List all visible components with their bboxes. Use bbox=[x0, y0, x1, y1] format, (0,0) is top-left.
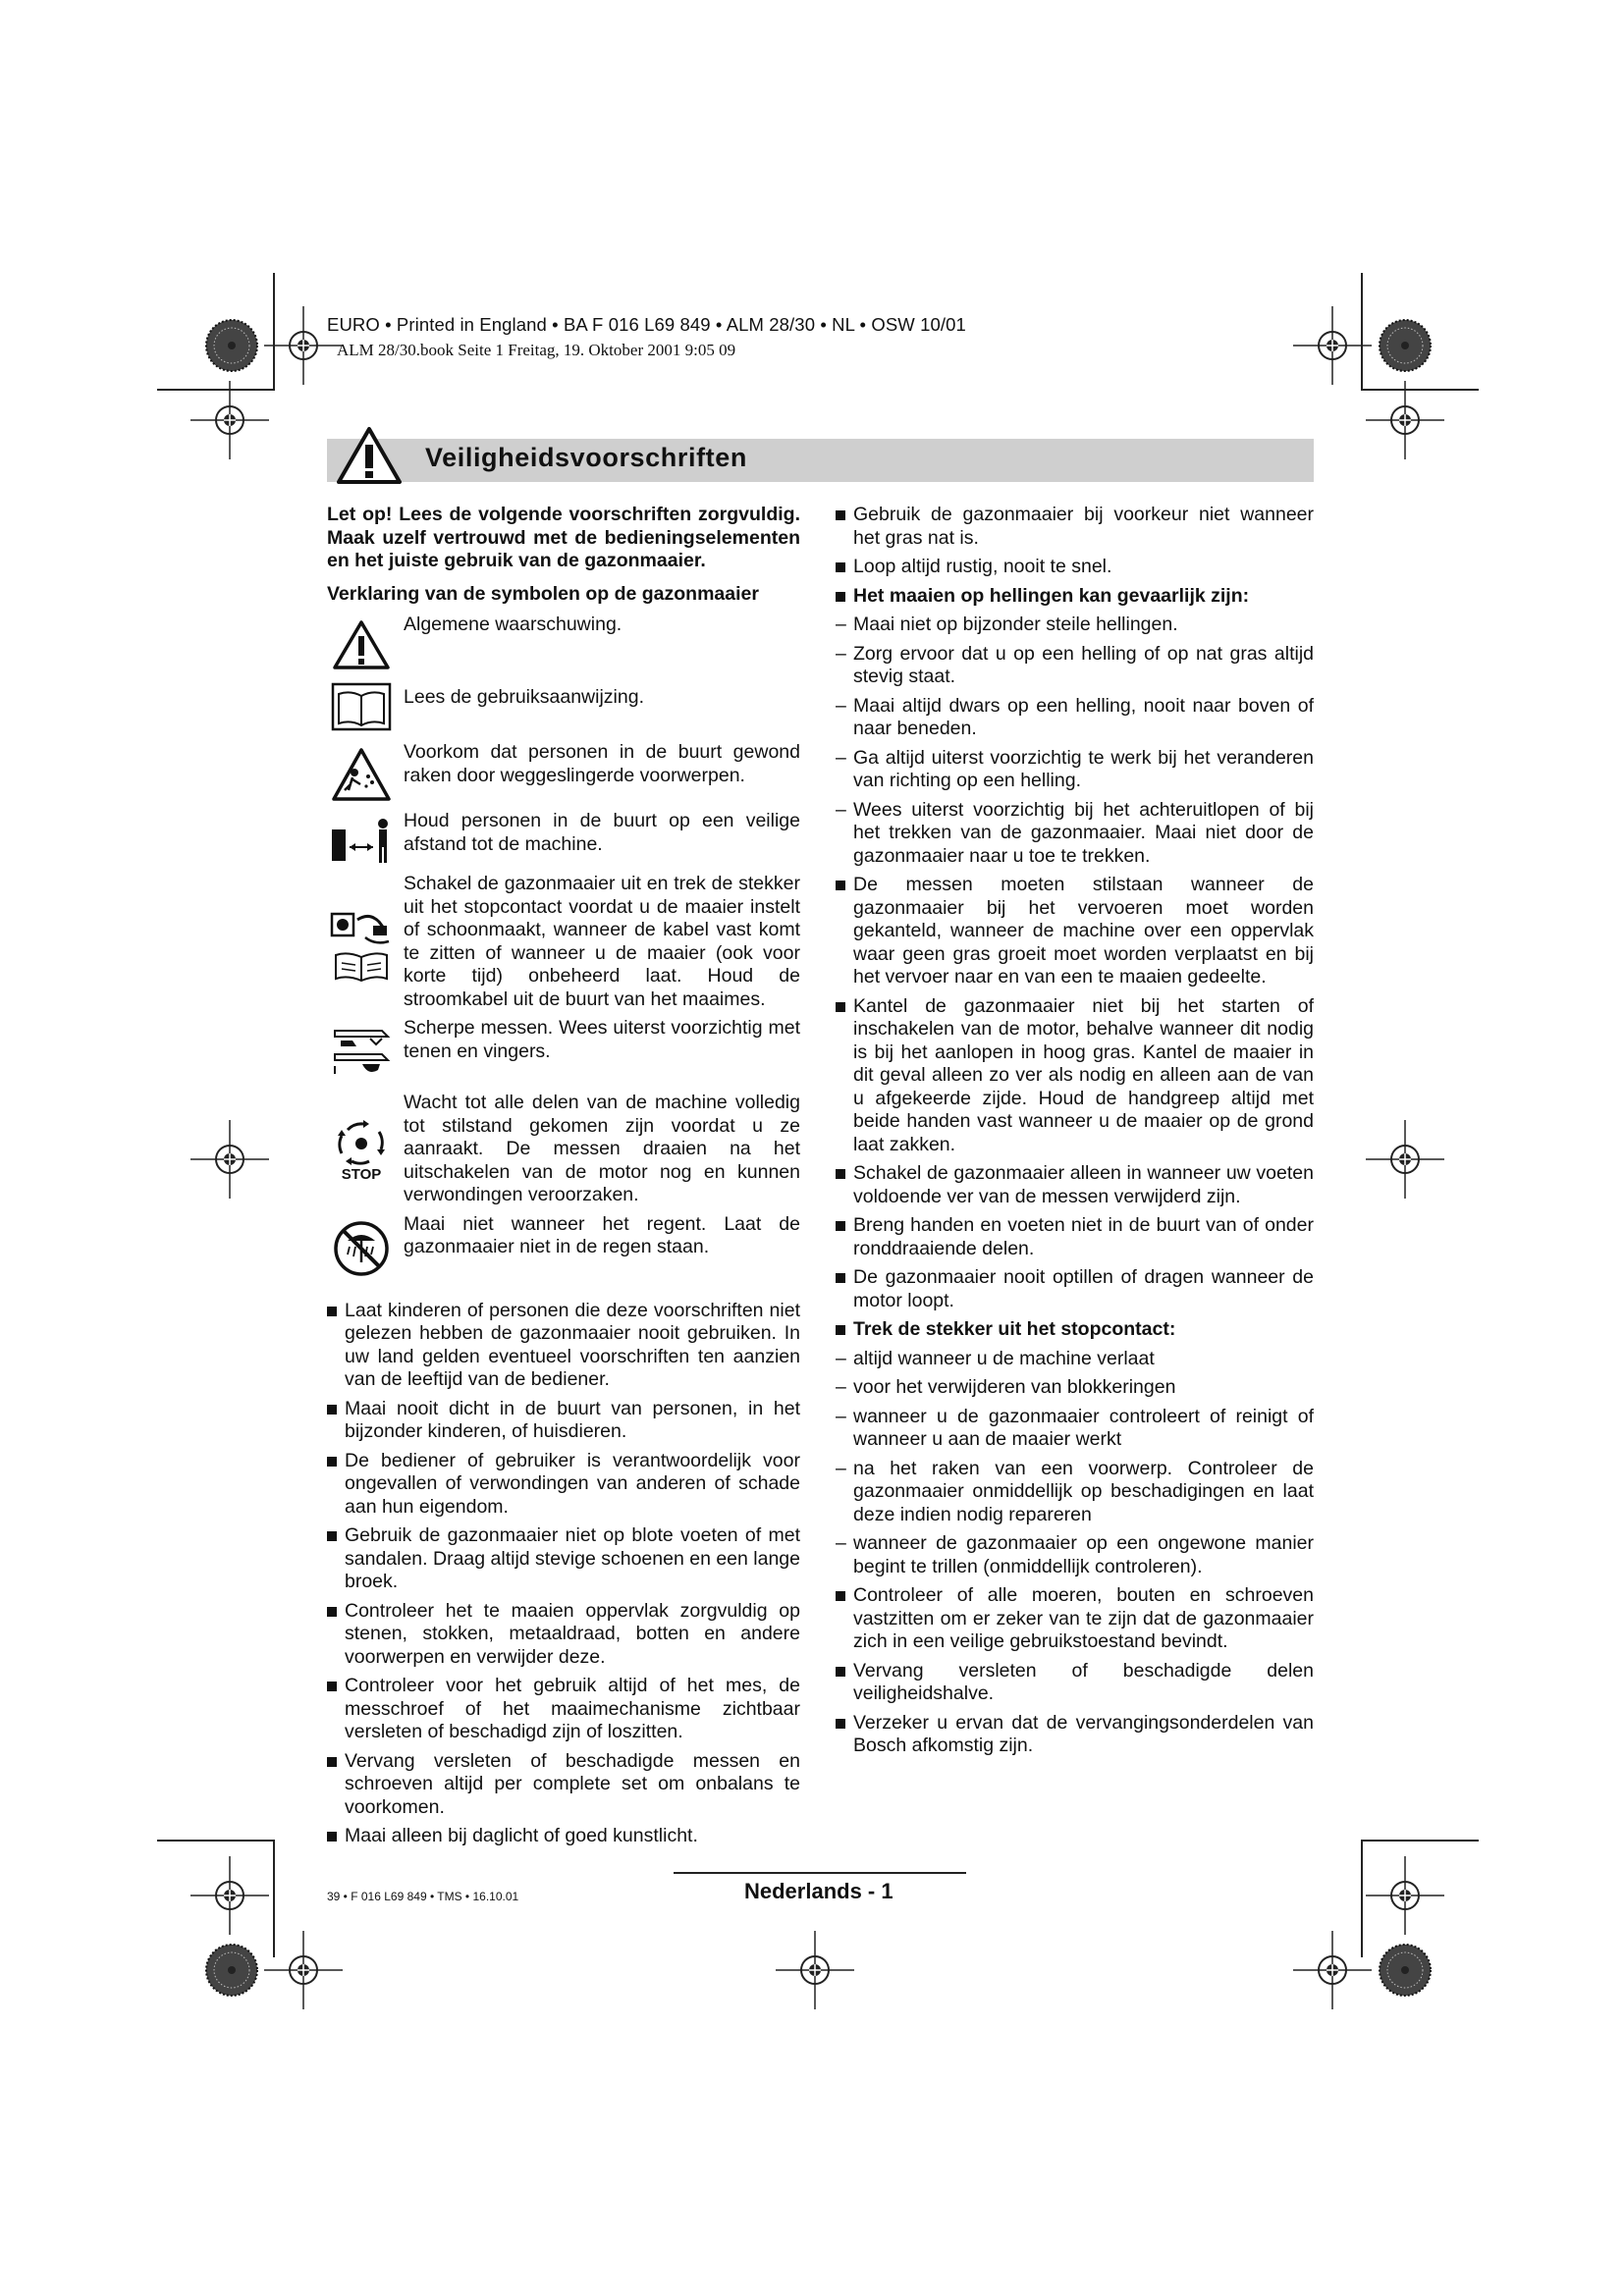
symbols-heading: Verklaring van de symbolen op de gazonmaaier bbox=[327, 582, 759, 605]
safety-bullet: Maai alleen bij daglicht of goed kunstlicht. bbox=[327, 1825, 800, 1848]
left-column bbox=[327, 504, 800, 1854]
symbol-row bbox=[327, 873, 800, 1011]
page-label: Nederlands - 1 bbox=[744, 1879, 893, 1903]
symbol-row bbox=[327, 676, 800, 731]
safe-distance-icon bbox=[330, 816, 393, 865]
dash-item: – na het raken van een voorwerp. Controleer de gazonmaaier onmiddellijk op beschadigingen en laat deze indien nodig repareren bbox=[836, 1457, 1314, 1525]
safety-bullet: Schakel de gazonmaaier alleen in wanneer uw voeten voldoende ver van de messen verwijderd zijn. bbox=[836, 1162, 1314, 1208]
section-title: Veiligheidsvoorschriften bbox=[425, 443, 747, 472]
symbol-text: Lees de gebruiksaanwijzing. bbox=[404, 686, 644, 708]
dash-item: – Zorg ervoor dat u op een helling of op nat gras altijd stevig staat. bbox=[836, 642, 1314, 687]
safety-bullet: Maai nooit dicht in de buurt van personen, in het bijzonder kinderen, of huisdieren. bbox=[327, 1398, 800, 1444]
manual-book-icon bbox=[331, 682, 392, 731]
safety-bullet: De bediener of gebruiker is verantwoordelijk voor ongevallen of verwondingen van anderen of schade aan hun eigendom. bbox=[327, 1450, 800, 1520]
safety-bullet: Gebruik de gazonmaaier niet op blote voeten of met sandalen. Draag altijd stevige schoenen en een lange broek. bbox=[327, 1524, 800, 1594]
footer-divider bbox=[674, 1872, 966, 1874]
safety-bullet: Loop altijd rustig, nooit te snel. bbox=[836, 556, 1314, 579]
symbol-text: Houd personen in de buurt op een veilige afstand tot de machine. bbox=[404, 810, 800, 855]
dash-item: – Maai altijd dwars op een helling, nooit naar boven of naar beneden. bbox=[836, 694, 1314, 739]
symbol-text: Wacht tot alle delen van de machine volledig tot stilstand gekomen zijn voordat u ze aanraakt. De messen draaien na het uitschakelen van de motor nog en kunnen verwondingen veroorzaken. bbox=[404, 1092, 800, 1205]
symbol-row bbox=[327, 741, 800, 802]
safety-bullet: De messen moeten stilstaan wanneer de gazonmaaier bij het vervoeren moet worden gekanteld, wanneer de machine over een oppervlak waar geen gras groeit moet worden verplaatst en bij het vervoer naar en van een te maaien gedeelte. bbox=[836, 874, 1314, 989]
symbol-text: Schakel de gazonmaaier uit en trek de stekker uit het stopcontact voordat u de maaier instelt of schoonmaakt, wanneer de kabel vast komt te zitten of wanneer u de maaier (ook voor korte tijd) onbeheerd laat. Houd de stroomkabel uit de buurt van het maaimes. bbox=[404, 873, 800, 1010]
safety-bullet: Laat kinderen of personen die deze voorschriften niet gelezen hebben de gazonmaaier nooit gebruiken. In uw land gelden eventueel voorschriften ten aanzien van de leeftijd van de bediener. bbox=[327, 1300, 800, 1392]
symbol-row bbox=[327, 1017, 800, 1078]
print-header-line: EURO • Printed in England • BA F 016 L69 849 • ALM 28/30 • NL • OSW 10/01 bbox=[327, 314, 966, 335]
safety-bullet: Trek de stekker uit het stopcontact: bbox=[836, 1318, 1314, 1342]
warning-triangle-icon bbox=[335, 425, 404, 486]
symbol-text: Algemene waarschuwing. bbox=[404, 614, 623, 635]
section-banner bbox=[327, 439, 1314, 482]
sharp-blades-icon bbox=[331, 1023, 392, 1078]
dash-item: – wanneer de gazonmaaier op een ongewone manier begint te trillen (onmiddellijk controleren). bbox=[836, 1532, 1314, 1577]
no-rain-icon bbox=[332, 1219, 391, 1278]
safety-bullet: Vervang versleten of beschadigde delen veiligheidshalve. bbox=[836, 1660, 1314, 1706]
safety-bullet: De gazonmaaier nooit optillen of dragen wanneer de motor loopt. bbox=[836, 1266, 1314, 1312]
book-header-line: ALM 28/30.book Seite 1 Freitag, 19. Oktober 2001 9:05 09 bbox=[337, 341, 736, 359]
symbol-text: Voorkom dat personen in de buurt gewond raken door weggeslingerde voorwerpen. bbox=[404, 741, 800, 786]
safety-bullet: Breng handen en voeten niet in de buurt van of onder ronddraaiende delen. bbox=[836, 1214, 1314, 1260]
symbol-row bbox=[327, 1213, 800, 1278]
safety-bullet: Kantel de gazonmaaier niet bij het starten of inschakelen van de motor, behalve wanneer dit nodig is bij het aanlopen in hoog gras. Kantel de maaier in dit geval alleen zo ver als nodig en alleen aan de van u afgekeerde zijde. Houd de handgreep altijd met beide handen vast wanneer u de maaier op de grond laat zakken. bbox=[836, 995, 1314, 1157]
dash-item: – voor het verwijderen van blokkeringen bbox=[836, 1376, 1176, 1398]
stop-rotation-icon bbox=[334, 1118, 389, 1167]
unplug-icon bbox=[330, 908, 393, 947]
symbol-row bbox=[327, 1092, 800, 1207]
warning-triangle-icon bbox=[332, 619, 391, 670]
safety-bullet: Gebruik de gazonmaaier bij voorkeur niet wanneer het gras nat is. bbox=[836, 504, 1314, 550]
dash-item: – Ga altijd uiterst voorzichtig te werk bij het veranderen van richting op een helling. bbox=[836, 746, 1314, 791]
safety-bullet: Vervang versleten of beschadigde messen en schroeven altijd per complete set om onbalans te voorkomen. bbox=[327, 1750, 800, 1820]
dash-item: – Maai niet op bijzonder steile hellingen. bbox=[836, 614, 1178, 635]
dash-item: – Wees uiterst voorzichtig bij het achteruitlopen of bij het trekken van de gazonmaaier. Maai niet door de gazonmaaier naar u toe te trekken. bbox=[836, 798, 1314, 867]
safety-bullet: Het maaien op hellingen kan gevaarlijk zijn: bbox=[836, 585, 1314, 609]
symbol-row bbox=[327, 810, 800, 865]
symbol-row bbox=[327, 614, 800, 670]
flying-objects-icon bbox=[331, 747, 392, 802]
symbol-text: Scherpe messen. Wees uiterst voorzichtig met tenen en vingers. bbox=[404, 1017, 800, 1062]
dash-item: – altijd wanneer u de machine verlaat bbox=[836, 1347, 1155, 1369]
intro-paragraph: Let op! Lees de volgende voorschriften zorgvuldig. Maak uzelf vertrouwd met de bedieningselementen en het juiste gebruik van de gazonmaaier. bbox=[327, 504, 800, 571]
safety-bullet: Controleer het te maaien oppervlak zorgvuldig op stenen, stokken, metaaldraad, botten en andere voorwerpen en verwijder deze. bbox=[327, 1600, 800, 1670]
safety-bullet: Controleer voor het gebruik altijd of het mes, de messchroef of het maaimechanisme zichtbaar versleten of beschadigd zijn of loszitten. bbox=[327, 1675, 800, 1744]
right-column bbox=[836, 504, 1314, 1764]
dash-item: – wanneer u de gazonmaaier controleert of reinigt of wanneer u aan de maaier werkt bbox=[836, 1405, 1314, 1450]
safety-bullet: Controleer of alle moeren, bouten en schroeven vastzitten om er zeker van te zijn dat de gazonmaaier zich in een veilige gebruikstoestand bevindt. bbox=[836, 1584, 1314, 1654]
footer-code: 39 • F 016 L69 849 • TMS • 16.10.01 bbox=[327, 1890, 519, 1903]
symbol-text: Maai niet wanneer het regent. Laat de gazonmaaier niet in de regen staan. bbox=[404, 1212, 800, 1257]
safety-bullet: Verzeker u ervan dat de vervangingsonderdelen van Bosch afkomstig zijn. bbox=[836, 1712, 1314, 1758]
stop-label: STOP bbox=[341, 1165, 382, 1183]
manual-book-icon bbox=[332, 949, 391, 983]
